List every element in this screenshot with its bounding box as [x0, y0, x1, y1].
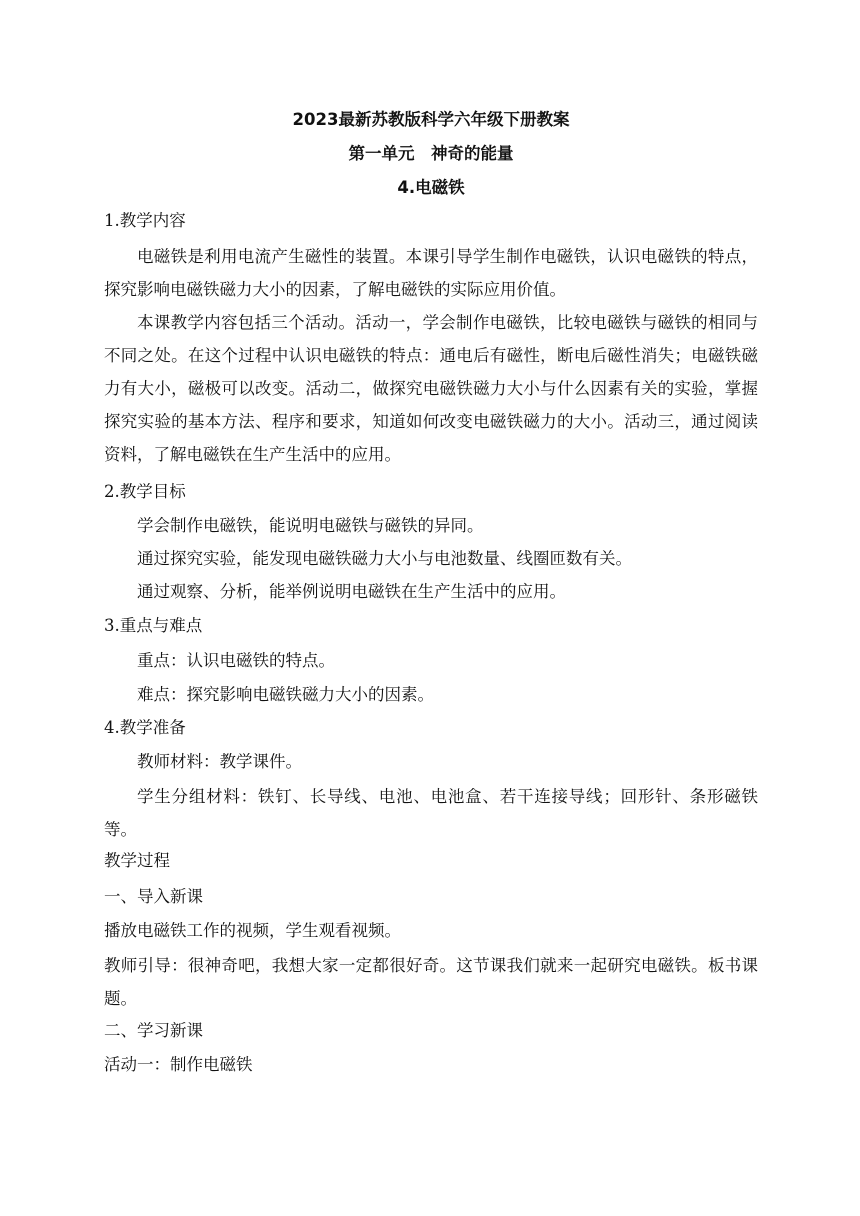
activity-one-heading: 活动一：制作电磁铁	[104, 1055, 253, 1074]
teaching-goal-item: 通过探究实验，能发现电磁铁磁力大小与电池数量、线圈匝数有关。	[137, 549, 632, 568]
part-one-heading: 一、导入新课	[104, 887, 203, 906]
section-heading-key-points: 3.重点与难点	[104, 616, 203, 635]
teaching-content-paragraph-1: 电磁铁是利用电流产生磁性的装置。本课引导学生制作电磁铁，认识电磁铁的特点，探究影响电磁铁磁力大小的因素，了解电磁铁的实际应用价值。	[104, 247, 758, 299]
teaching-process-heading: 教学过程	[104, 851, 170, 870]
section-heading-preparation: 4.教学准备	[104, 718, 186, 737]
difficulty-item: 难点：探究影响电磁铁磁力大小的因素。	[137, 685, 434, 704]
teaching-content-paragraph-2: 本课教学内容包括三个活动。活动一，学会制作电磁铁，比较电磁铁与磁铁的相同与不同之处。在这个过程中认识电磁铁的特点：通电后有磁性，断电后磁性消失；电磁铁磁力有大小，磁极可以改变。活动二，做探究电磁铁磁力大小与什么因素有关的实验，掌握探究实验的基本方法、程序和要求，知道如何改变电磁铁磁力的大小。活动三，通过阅读资料，了解电磁铁在生产生活中的应用。	[104, 313, 758, 464]
part-one-line-2: 教师引导：很神奇吧，我想大家一定都很好奇。这节课我们就来一起研究电磁铁。板书课题。	[104, 956, 758, 1008]
part-one-line-1: 播放电磁铁工作的视频，学生观看视频。	[104, 921, 401, 940]
lesson-title: 4.电磁铁	[397, 178, 465, 197]
section-heading-teaching-goals: 2.教学目标	[104, 482, 186, 501]
unit-title: 第一单元 神奇的能量	[348, 144, 514, 163]
student-materials: 学生分组材料：铁钉、长导线、电池、电池盒、若干连接导线；回形针、条形磁铁等。	[104, 787, 758, 839]
document-title: 2023最新苏教版科学六年级下册教案	[292, 110, 570, 129]
teaching-goal-item: 学会制作电磁铁，能说明电磁铁与磁铁的异同。	[137, 516, 484, 535]
part-two-heading: 二、学习新课	[104, 1021, 203, 1040]
teaching-goal-item: 通过观察、分析，能举例说明电磁铁在生产生活中的应用。	[137, 582, 566, 601]
section-heading-teaching-content: 1.教学内容	[104, 211, 186, 230]
key-point-item: 重点：认识电磁铁的特点。	[137, 651, 335, 670]
teacher-materials: 教师材料：教学课件。	[137, 752, 302, 771]
